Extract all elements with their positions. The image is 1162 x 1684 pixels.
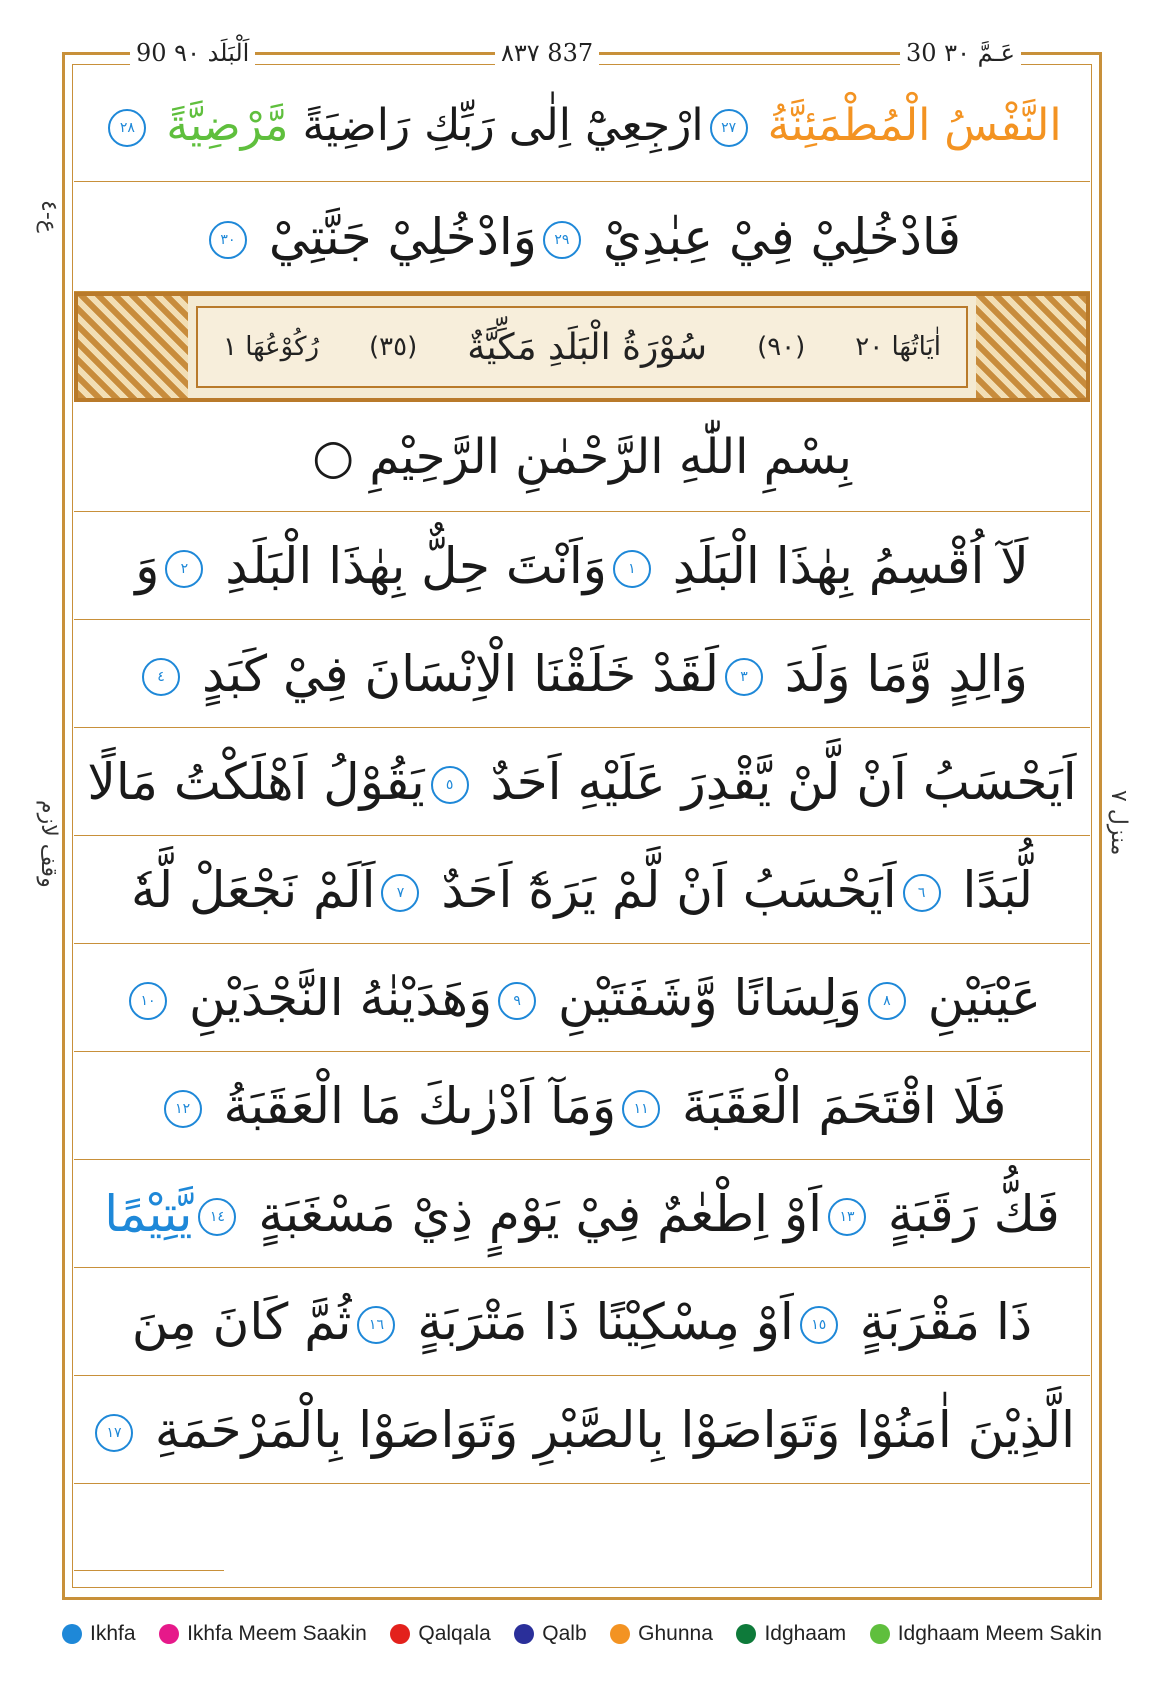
banner-surah-title: سُوْرَةُ الْبَلَدِ مَكِّيَّةٌ: [467, 326, 708, 368]
verse-line: [74, 944, 1090, 1052]
verse-line-text: [158, 1077, 1007, 1135]
ayah-number-marker: ٢٩: [543, 221, 581, 259]
ayah-number-marker: ٤: [142, 658, 180, 696]
verse-line-text: [132, 1293, 1032, 1351]
ayah-number-marker: ١٣: [828, 1198, 866, 1236]
verse-line: [74, 728, 1090, 836]
verse-line-text: [89, 1401, 1075, 1459]
verse-segment: اَوْ اِطْعٰمٌ فِيْ يَوْمٍ ذِيْ مَسْغَبَةٍ: [242, 1184, 823, 1243]
ayah-number-marker: ٩: [498, 982, 536, 1020]
verse-segment: مَّرْضِيَّةً: [152, 100, 289, 151]
verse-segment: وَ: [135, 536, 160, 595]
legend-label: Idghaam Meem Sakin: [897, 1622, 1102, 1645]
legend-item: [390, 1622, 490, 1646]
legend-item: [870, 1622, 1102, 1646]
verse-segment: لَآ اُقْسِمُ بِهٰذَا الْبَلَدِ: [656, 536, 1029, 595]
verse-segment: اَيَحْسَبُ اَنْ لَّنْ يَّقْدِرَ عَلَيْهِ اَحَدٌ: [474, 752, 1077, 811]
verse-line: [74, 182, 1090, 292]
legend-label: Qalb: [542, 1622, 587, 1645]
legend-label: Ghunna: [638, 1622, 713, 1645]
ayah-number-marker: ١٧: [95, 1414, 133, 1452]
legend-label: Ikhfa Meem Saakin: [187, 1622, 367, 1645]
legend-label: Qalqala: [418, 1622, 491, 1645]
ayah-number-marker: ٧: [381, 874, 419, 912]
verse-segment: ارْجِعِيْٓ اِلٰى رَبِّكِ رَاضِيَةً: [288, 100, 704, 151]
verse-segment: عَيْنَيْنِ: [911, 968, 1041, 1027]
verse-line: [74, 512, 1090, 620]
legend-color-dot: [62, 1624, 82, 1644]
verse-line: [74, 836, 1090, 944]
verse-line-text: [136, 645, 1028, 703]
verse-segment: فَكُّ رَقَبَةٍ: [872, 1184, 1060, 1243]
verse-segment: ذَا مَقْرَبَةٍ: [843, 1292, 1033, 1351]
surah-banner: [74, 292, 1090, 402]
ayah-number-marker: ٣٠: [209, 221, 247, 259]
legend-color-dot: [610, 1624, 630, 1644]
verse-segment: وَمَآ اَدْرٰىكَ مَا الْعَقَبَةُ: [207, 1076, 617, 1135]
verse-line: [74, 1376, 1090, 1484]
banner-revelation-order: (٣٥): [369, 332, 418, 362]
header-surah-name: 90 اَلْبَلَد ٩٠: [130, 36, 255, 70]
verse-segment: ثُمَّ كَانَ مِنَ: [131, 1292, 352, 1351]
verse-line-text: [123, 969, 1041, 1027]
ayah-number-marker: ١١: [622, 1090, 660, 1128]
bismillah: بِسْمِ اللّٰهِ الرَّحْمٰنِ الرَّحِيْمِ ○: [74, 402, 1090, 512]
legend-color-dot: [736, 1624, 756, 1644]
header-juz-name: 30 عَـمَّ ٣٠: [900, 36, 1021, 70]
ayah-number-marker: ٨: [868, 982, 906, 1020]
banner-ayat-count: اٰيَاتُهَا ٢٠: [855, 332, 942, 362]
verse-line: [74, 1052, 1090, 1160]
verse-line-text: [102, 100, 1061, 151]
verse-line: [74, 1160, 1090, 1268]
verse-segment: لُّبَدًا: [946, 860, 1033, 919]
side-label-ruku: ع‐٤: [36, 200, 61, 233]
ayah-number-marker: ١: [613, 550, 651, 588]
legend-color-dot: [514, 1624, 534, 1644]
verse-segment: يَّتِيْمًا: [104, 1184, 193, 1243]
ayah-number-marker: ٦: [903, 874, 941, 912]
legend-color-dot: [159, 1624, 179, 1644]
header-page-number: ٨٣٧ 837: [495, 36, 599, 70]
ayah-number-marker: ٣: [725, 658, 763, 696]
legend-item: [736, 1622, 846, 1646]
banner-ornament-right: [976, 296, 1086, 398]
legend-label: Idghaam: [764, 1622, 847, 1645]
ayah-number-marker: ٢٨: [108, 109, 146, 147]
verse-segment: وَاَنْتَ حِلٌّ بِهٰذَا الْبَلَدِ: [209, 536, 607, 595]
verse-segment: لَقَدْ خَلَقْنَا الْاِنْسَانَ فِيْ كَبَدٍ: [186, 644, 719, 703]
verse-segment: الَّذِيْنَ اٰمَنُوْا وَتَوَاصَوْا بِالصَّبْرِ وَتَوَاصَوْا بِالْمَرْحَمَةِ: [138, 1400, 1076, 1459]
bottom-divider: [74, 1570, 224, 1571]
verse-segment: وَادْخُلِيْ جَنَّتِيْ: [252, 207, 537, 266]
ayah-number-marker: ٢: [165, 550, 203, 588]
verse-line-text: [87, 753, 1076, 811]
banner-inner: [196, 306, 968, 388]
ayah-number-marker: ١٢: [164, 1090, 202, 1128]
verse-segment: اَلَمْ نَجْعَلْ لَّهٗ: [131, 860, 376, 919]
verse-segment: اَوْ مِسْكِيْنًا ذَا مَتْرَبَةٍ: [401, 1292, 794, 1351]
ayah-number-marker: ١٥: [800, 1306, 838, 1344]
ayah-number-marker: ١٠: [129, 982, 167, 1020]
legend-item: [514, 1622, 586, 1646]
banner-surah-number: (٩٠): [757, 332, 806, 362]
ayah-number-marker: ١٦: [357, 1306, 395, 1344]
verse-line: [74, 1268, 1090, 1376]
verse-segment: يَقُوْلُ اَهْلَكْتُ مَالًا: [87, 752, 425, 811]
verse-segment: فَلَا اقْتَحَمَ الْعَقَبَةَ: [666, 1076, 1007, 1135]
verse-line-text: [135, 537, 1029, 595]
side-label-manzil: منزل ٧: [1106, 790, 1131, 856]
tajweed-legend: [62, 1616, 1102, 1652]
legend-label: Ikhfa: [90, 1622, 136, 1645]
verse-segment: وَلِسَانًا وَّشَفَتَيْنِ: [542, 968, 862, 1027]
legend-item: [610, 1622, 713, 1646]
verse-segment: وَالِدٍ وَّمَا وَلَدَ: [768, 644, 1028, 703]
banner-ruku-count: رُكُوْعُهَا ١: [223, 332, 320, 362]
legend-color-dot: [870, 1624, 890, 1644]
verse-line: [74, 620, 1090, 728]
legend-color-dot: [390, 1624, 410, 1644]
verse-line-text: [104, 1185, 1060, 1243]
ayah-number-marker: ٢٧: [710, 109, 748, 147]
verse-segment: وَهَدَيْنٰهُ النَّجْدَيْنِ: [173, 968, 493, 1027]
side-label-waqf: وقف لازم: [36, 800, 61, 888]
ayah-number-marker: ٥: [431, 766, 469, 804]
verse-segment: النَّفْسُ الْمُطْمَئِنَّةُ: [753, 100, 1062, 151]
ayah-number-marker: ١٤: [198, 1198, 236, 1236]
legend-item: [62, 1622, 136, 1646]
verse-line-text: [131, 861, 1033, 919]
verse-segment: اَيَحْسَبُ اَنْ لَّمْ يَرَهٗٓ اَحَدٌ: [425, 860, 897, 919]
verse-line-text: [203, 208, 961, 266]
verse-segment: فَادْخُلِيْ فِيْ عِبٰدِيْ: [586, 207, 962, 266]
legend-item: [159, 1622, 367, 1646]
verse-line: [74, 70, 1090, 182]
banner-ornament-left: [78, 296, 188, 398]
